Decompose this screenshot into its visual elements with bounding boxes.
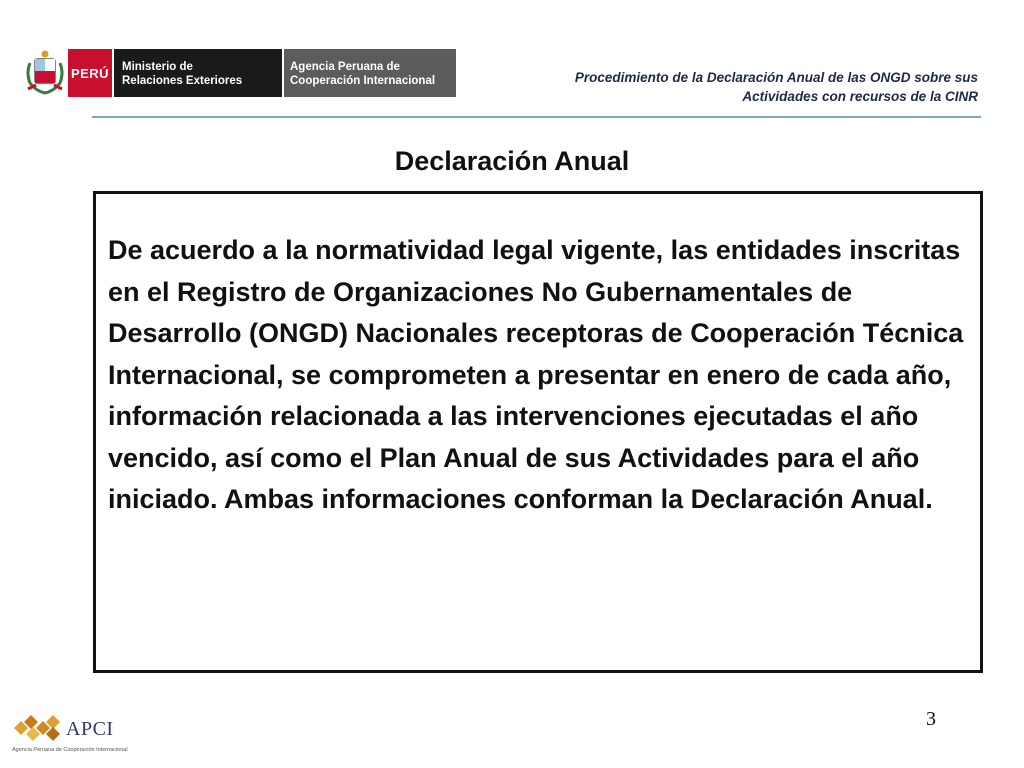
apci-emblem-icon <box>12 714 62 744</box>
header-divider <box>92 116 981 118</box>
ministerio-line-2: Relaciones Exteriores <box>122 75 243 87</box>
apci-tagline: Agencia Peruana de Cooperación Internacional <box>12 747 128 753</box>
peru-label: PERÚ <box>68 49 112 97</box>
government-logo-bar <box>24 49 456 97</box>
ministerio-relaciones-exteriores-label <box>114 49 282 97</box>
agencia-line-2: Cooperación Internacional <box>290 75 436 87</box>
apci-name: APCI <box>66 718 114 740</box>
slide-title: Declaración Anual <box>394 146 630 176</box>
peru-coat-of-arms-icon <box>24 49 66 97</box>
apci-logo <box>12 712 128 756</box>
agencia-peruana-label <box>284 49 456 97</box>
page-number: 3 <box>926 708 936 730</box>
content-box <box>93 191 983 673</box>
agencia-line-1: Agencia Peruana de <box>290 61 400 73</box>
procedure-title <box>575 68 978 106</box>
ministerio-line-1: Ministerio de <box>122 61 193 73</box>
procedure-title-line-1: Procedimiento de la Declaración Anual de las ONGD sobre sus <box>574 70 978 85</box>
procedure-title-line-2: Actividades con recursos de la CINR <box>742 89 978 104</box>
body-text: De acuerdo a la normatividad legal vigente, las entidades inscritas en el Registro de Organizaciones No Gubernamentales de Desarrollo (ONGD) Nacionales receptoras de Cooperación Técnica Internacional, se comprometen a presentar en enero de cada año, información relacionada a las intervenciones ejecutadas el año vencido, así como el Plan Anual de sus Actividades para el año iniciado. Ambas informaciones conforman la Declaración Anual. <box>108 235 964 514</box>
